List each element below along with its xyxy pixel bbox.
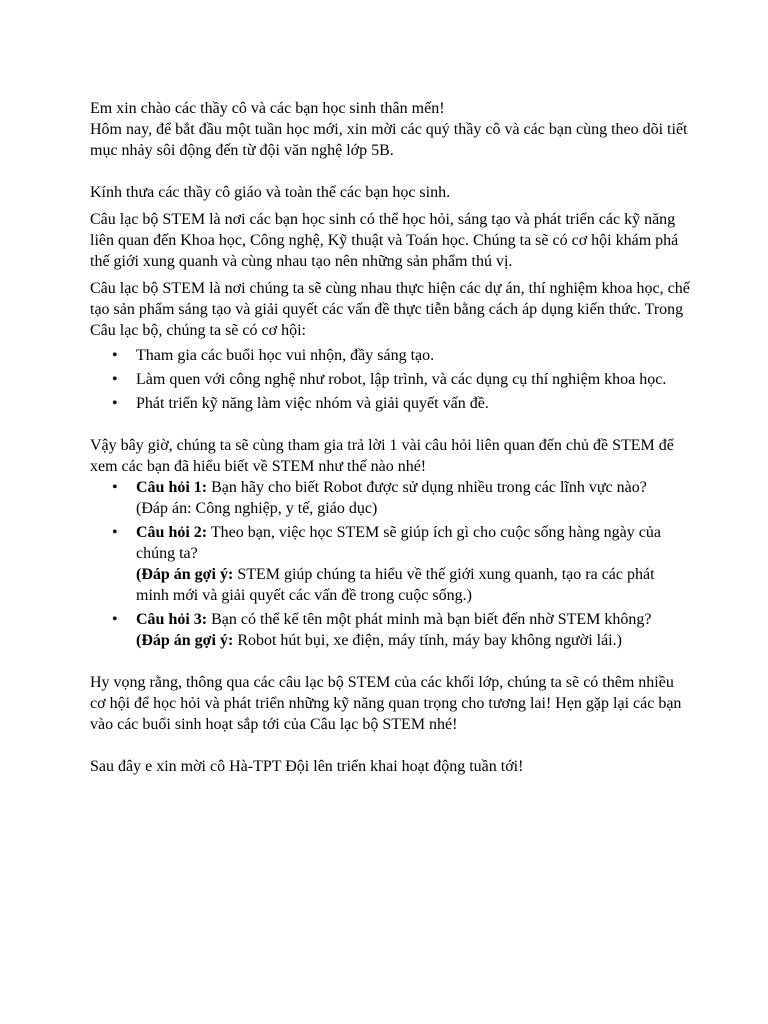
answer-text: STEM giúp chúng ta hiểu về thế giới xung quanh, tạo ra các phát minh mới và giải quyết các vấn đề trong cuộc sống.) [136,566,655,604]
opportunity-list [90,345,690,414]
question-text: Bạn có thể kể tên một phát minh mà bạn biết đến nhờ STEM không? [207,611,652,628]
quiz-intro: Vậy bây giờ, chúng ta sẽ cùng tham gia trả lời 1 vài câu hỏi liên quan đến chủ đề STEM để xem các bạn đã hiểu biết về STEM như thế nào nhé! [90,437,674,475]
question-text: Bạn hãy cho biết Robot được sử dụng nhiều trong các lĩnh vực nào? [207,479,647,496]
question-text: Theo bạn, việc học STEM sẽ giúp ích gì cho cuộc sống hàng ngày của chúng ta? [136,524,661,562]
answer-label: (Đáp án gợi ý: [136,566,234,583]
bullet-icon: • [112,395,118,412]
bullet-icon: • [112,479,118,496]
list-item-text: Tham gia các buổi học vui nhộn, đầy sáng tạo. [136,347,435,364]
answer-text: Robot hút bụi, xe điện, máy tính, máy bay không người lái.) [233,632,622,649]
question-item [90,522,690,606]
address-line: Kính thưa các thầy cô giáo và toàn thể các bạn học sinh. [90,184,451,201]
bullet-icon: • [112,371,118,388]
bullet-icon: • [112,524,118,541]
question-list [90,477,690,651]
greeting-line: Em xin chào các thầy cô và các bạn học sinh thân mến! [90,100,445,117]
answer-label: (Đáp án gợi ý: [136,632,234,649]
question-label: Câu hỏi 2: [136,524,208,541]
greeting-intro: Hôm nay, để bắt đầu một tuần học mới, xin mời các quý thầy cô và các bạn cùng theo dõi tiết mục nhảy sôi động đến từ đội văn nghệ lớp 5B. [90,121,688,159]
question-item [90,477,690,519]
answer-text: (Đáp án: Công nghiệp, y tế, giáo dục) [136,500,378,517]
document-page [90,98,690,777]
stem-paragraph-2: Câu lạc bộ STEM là nơi chúng ta sẽ cùng nhau thực hiện các dự án, thí nghiệm khoa học, chế tạo sản phẩm sáng tạo và giải quyết các vấn đề thực tiễn bằng cách áp dụng kiến thức. Trong Câu lạc bộ, chúng ta sẽ có cơ hội: [90,280,690,339]
stem-paragraph-1: Câu lạc bộ STEM là nơi các bạn học sinh có thể học hỏi, sáng tạo và phát triển các kỹ năng liên quan đến Khoa học, Công nghệ, Kỹ thuật và Toán học. Chúng ta sẽ có cơ hội khám phá thế giới xung quanh và cùng nhau tạo nên những sản phẩm thú vị. [90,211,679,270]
list-item [90,345,690,366]
bullet-icon: • [112,347,118,364]
bullet-icon: • [112,611,118,628]
list-item [90,369,690,390]
list-item [90,393,690,414]
list-item-text: Làm quen với công nghệ như robot, lập trình, và các dụng cụ thí nghiệm khoa học. [136,371,667,388]
question-item [90,609,690,651]
question-label: Câu hỏi 1: [136,479,208,496]
closing-paragraph: Hy vọng rằng, thông qua các câu lạc bộ STEM của các khối lớp, chúng ta sẽ có thêm nhiều cơ hội để học hỏi và phát triển những kỹ năng quan trọng cho tương lai! Hẹn gặp lại các bạn vào các buổi sinh hoạt sắp tới của Câu lạc bộ STEM nhé! [90,674,682,733]
handoff-line: Sau đây e xin mời cô Hà-TPT Đội lên triển khai hoạt động tuần tới! [90,758,524,775]
list-item-text: Phát triển kỹ năng làm việc nhóm và giải quyết vấn đề. [136,395,489,412]
question-label: Câu hỏi 3: [136,611,208,628]
